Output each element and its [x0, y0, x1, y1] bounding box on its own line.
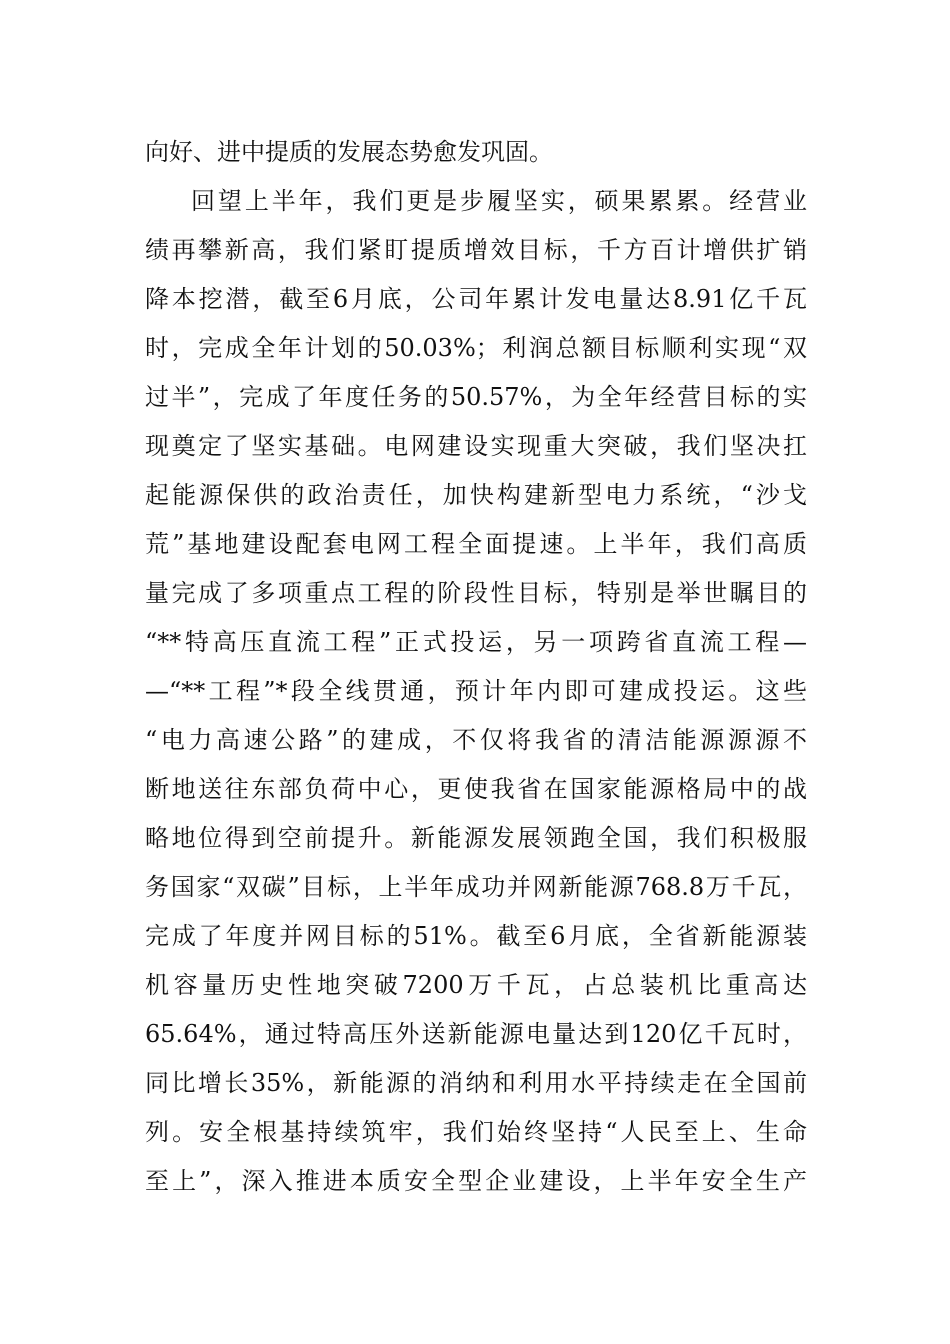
text-line: 现奠定了坚实基础。电网建设实现重大突破，我们坚决扛	[145, 432, 807, 460]
text-line: “电力高速公路”的建成，不仅将我省的清洁能源源源不	[145, 726, 807, 754]
text-line: 机容量历史性地突破7200万千瓦，占总装机比重高达	[145, 971, 807, 999]
text-line: 略地位得到空前提升。新能源发展领跑全国，我们积极服	[145, 824, 807, 852]
text-line: “**特高压直流工程”正式投运，另一项跨省直流工程—	[145, 628, 807, 656]
text-line: 绩再攀新高，我们紧盯提质增效目标，千方百计增供扩销	[145, 236, 807, 264]
document-body	[145, 128, 807, 1206]
text-line: 断地送往东部负荷中心，更使我省在国家能源格局中的战	[145, 775, 807, 803]
text-line: 向好、进中提质的发展态势愈发巩固。	[145, 138, 553, 166]
text-line: 回望上半年，我们更是步履坚实，硕果累累。经营业	[191, 187, 807, 215]
text-line: 完成了年度并网目标的51%。截至6月底，全省新能源装	[145, 922, 807, 950]
text-line: 列。安全根基持续筑牢，我们始终坚持“人民至上、生命	[145, 1118, 807, 1146]
text-line: 荒”基地建设配套电网工程全面提速。上半年，我们高质	[145, 530, 807, 558]
text-line: 降本挖潜，截至6月底，公司年累计发电量达8.91亿千瓦	[145, 285, 807, 313]
text-line: 时，完成全年计划的50.03%；利润总额目标顺利实现“双	[145, 334, 807, 362]
text-line: 量完成了多项重点工程的阶段性目标，特别是举世瞩目的	[145, 579, 807, 607]
text-line: 起能源保供的政治责任，加快构建新型电力系统，“沙戈	[145, 481, 807, 509]
text-line: 过半”，完成了年度任务的50.57%，为全年经营目标的实	[145, 383, 807, 411]
text-line: 至上”，深入推进本质安全型企业建设，上半年安全生产	[145, 1167, 807, 1195]
text-line: —“**工程”*段全线贯通，预计年内即可建成投运。这些	[145, 677, 807, 705]
text-line: 同比增长35%，新能源的消纳和利用水平持续走在全国前	[145, 1069, 807, 1097]
text-line: 65.64%，通过特高压外送新能源电量达到120亿千瓦时，	[145, 1020, 807, 1048]
text-line: 务国家“双碳”目标，上半年成功并网新能源768.8万千瓦，	[145, 873, 807, 901]
